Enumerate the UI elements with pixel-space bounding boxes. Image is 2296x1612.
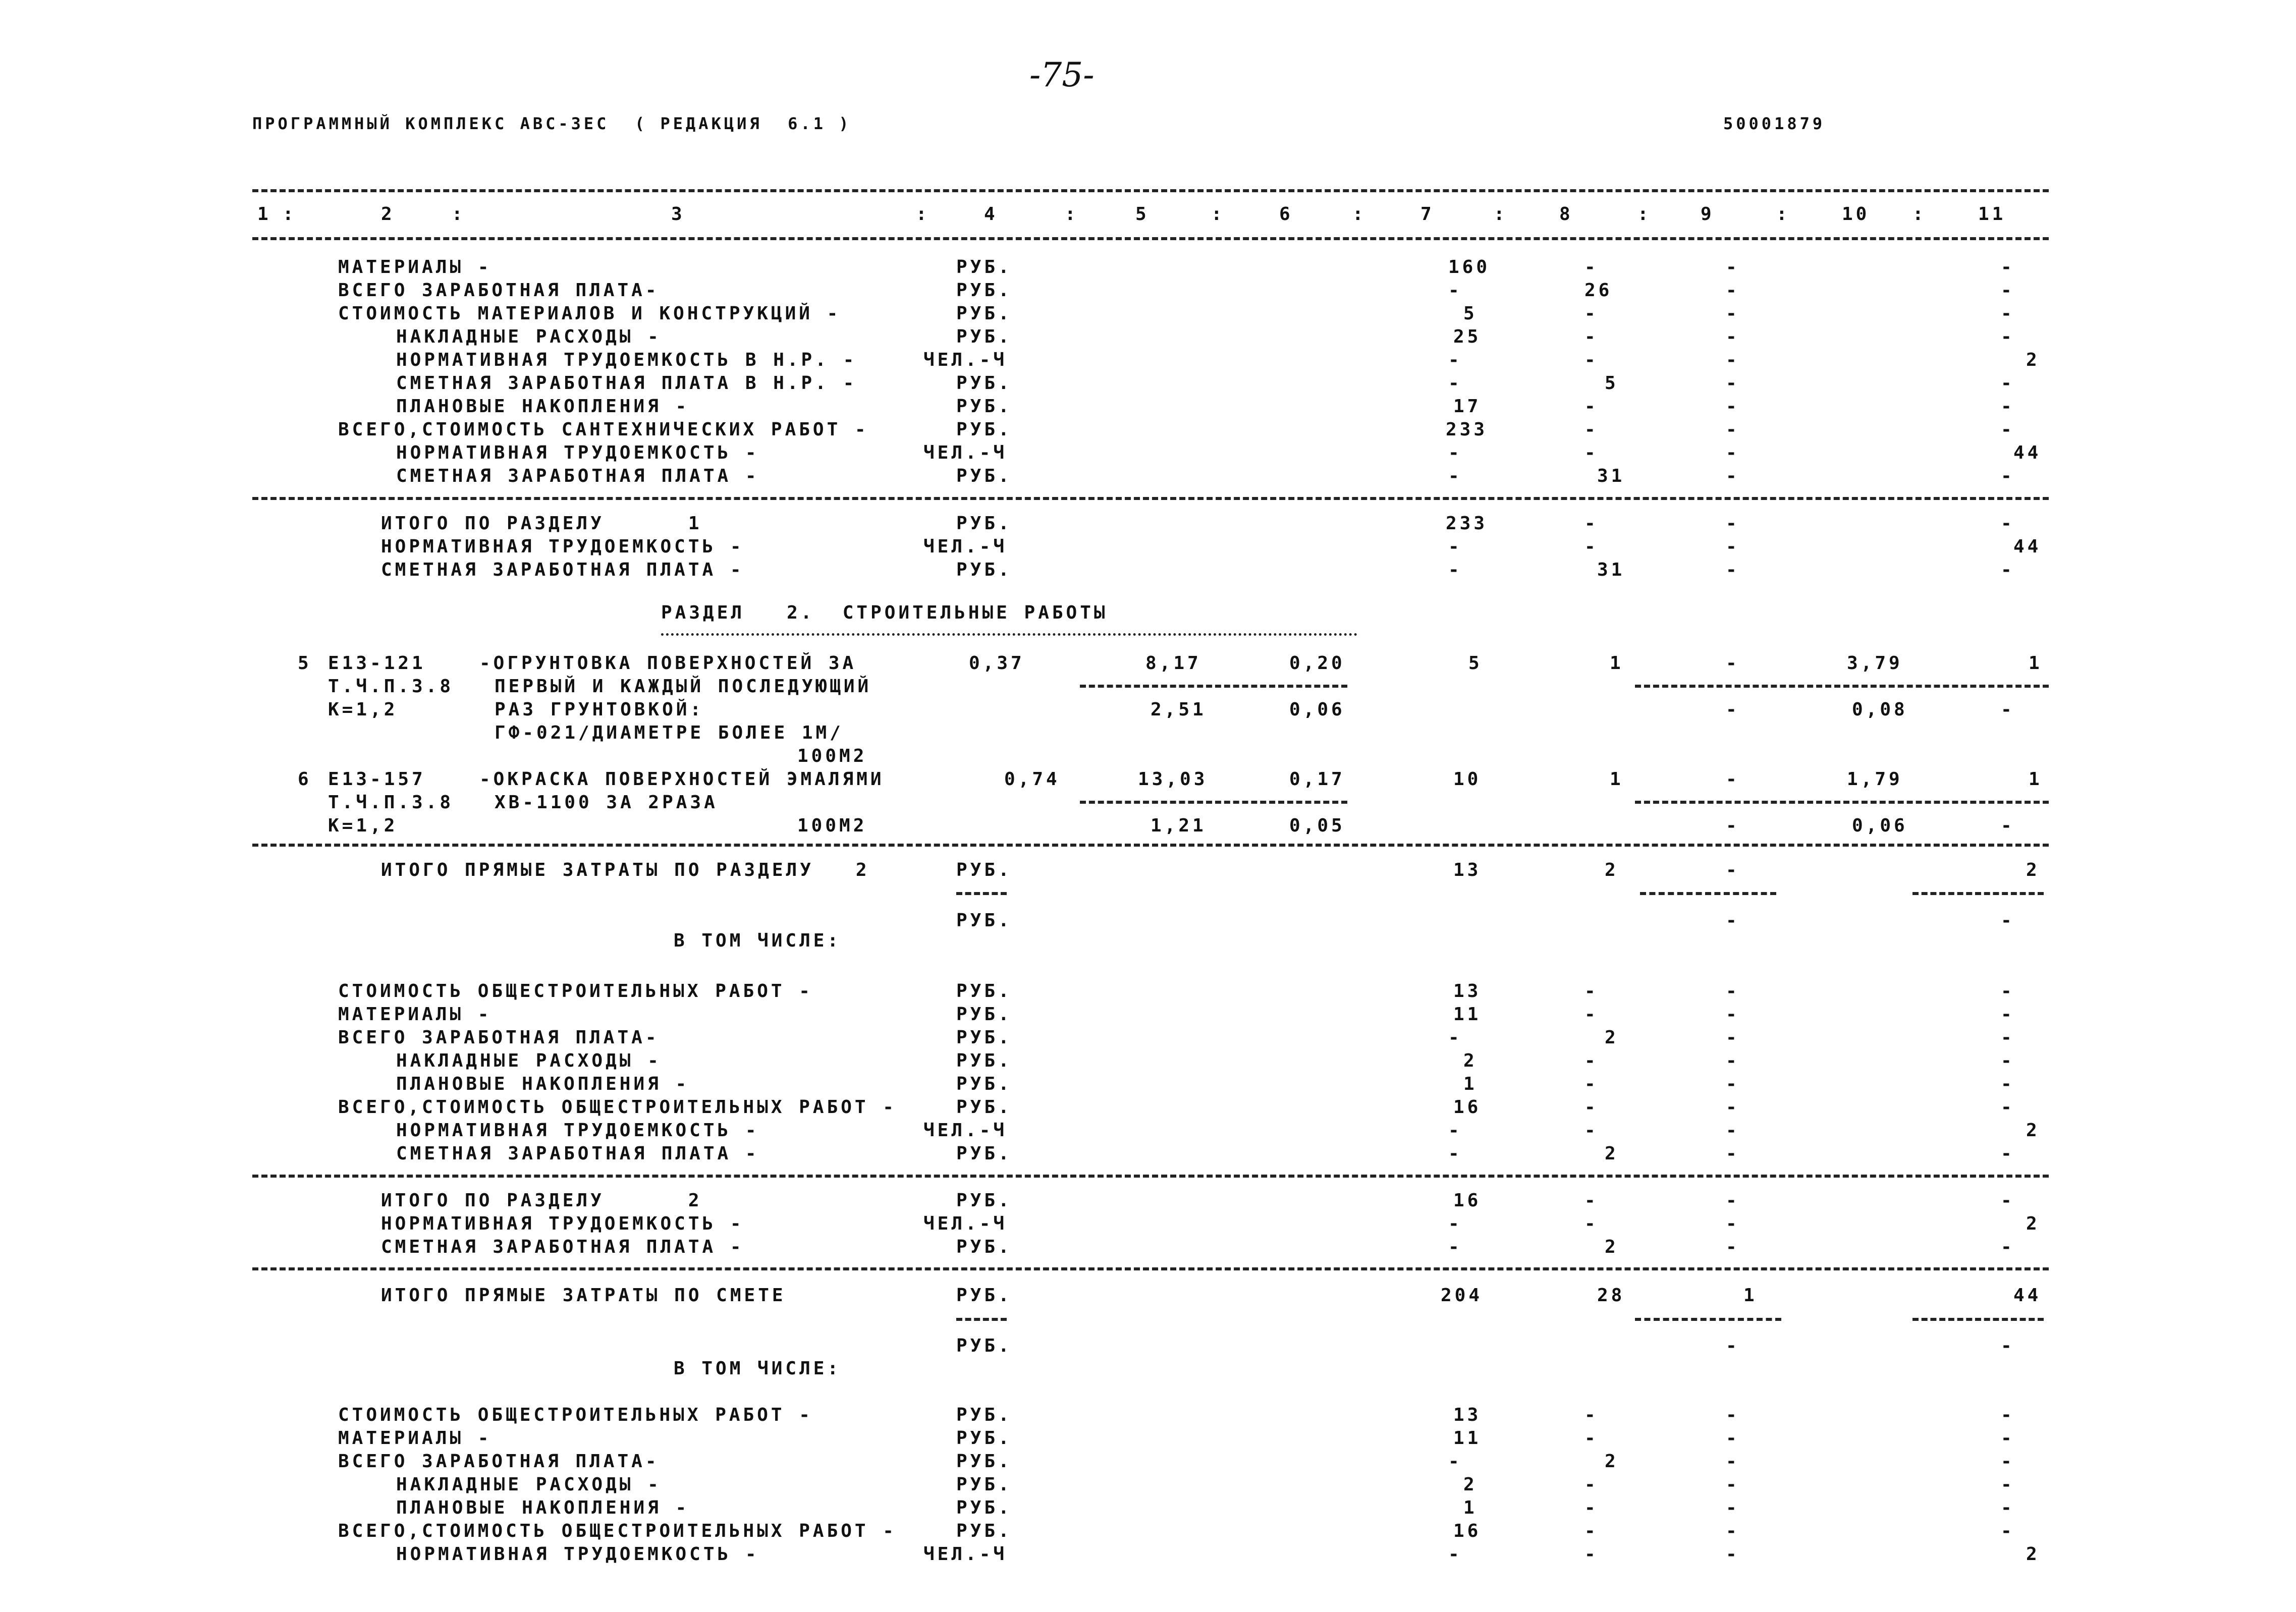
item-c7: 10: [1453, 769, 1482, 790]
including-label: В ТОМ ЧИСЛЕ:: [674, 1358, 842, 1379]
row-c7: -: [1448, 1213, 1462, 1234]
row-c8: -: [1584, 1521, 1599, 1541]
row-c8: -: [1584, 536, 1599, 557]
row-c11: -: [2001, 1050, 2015, 1071]
row-name: НОРМАТИВНАЯ ТРУДОЕМКОСТЬ -: [381, 1213, 744, 1234]
col-10: 10: [1842, 204, 1870, 225]
row-c7: 233: [1446, 419, 1488, 440]
row-name: НАКЛАДНЫЕ РАСХОДЫ -: [396, 1050, 662, 1071]
item-c9b: -: [1726, 815, 1740, 836]
row-c7: 5: [1463, 303, 1478, 324]
row-unit: РУБ.: [956, 981, 1012, 1002]
item-desc: 100М2: [797, 746, 867, 766]
rule-segment: [1080, 685, 1347, 688]
item-c6b: 0,05: [1289, 815, 1345, 836]
row-name: НОРМАТИВНАЯ ТРУДОЕМКОСТЬ -: [381, 536, 744, 557]
rule-segment: [1635, 801, 2049, 804]
row-c8: -: [1584, 1497, 1599, 1518]
col-7: 7: [1420, 204, 1435, 225]
row-c9: -: [1726, 910, 1740, 931]
row-c9: -: [1726, 373, 1740, 394]
row-c7: -: [1448, 373, 1462, 394]
row-name: НОРМАТИВНАЯ ТРУДОЕМКОСТЬ В Н.Р. -: [396, 350, 857, 370]
row-c8: -: [1584, 396, 1599, 417]
col-sep: :: [916, 204, 930, 225]
row-c11: 2: [2026, 860, 2040, 880]
row-c8: -: [1584, 419, 1599, 440]
row-c11: -: [2001, 981, 2015, 1002]
col-1: 1: [257, 204, 271, 225]
row-c7: -: [1448, 1451, 1462, 1472]
item-c6a: 0,17: [1289, 769, 1345, 790]
item-code: Е13-157: [328, 769, 426, 790]
row-c7: -: [1448, 442, 1462, 463]
rule: [252, 1175, 2049, 1178]
row-c9: -: [1726, 1497, 1740, 1518]
row-c8: -: [1584, 1120, 1599, 1141]
row-c7: -: [1448, 1237, 1462, 1257]
row-c11: -: [2001, 1451, 2015, 1472]
row-unit: РУБ.: [956, 513, 1012, 534]
item-c10a: 1,79: [1847, 769, 1903, 790]
row-unit: РУБ.: [956, 1428, 1012, 1449]
row-c8: -: [1584, 1004, 1599, 1025]
row-name: ПЛАНОВЫЕ НАКОПЛЕНИЯ -: [396, 1074, 690, 1094]
row-c8: -: [1584, 1190, 1599, 1211]
row-c11: 2: [2026, 1120, 2040, 1141]
col-sep: :: [283, 204, 297, 225]
row-name: НАКЛАДНЫЕ РАСХОДЫ -: [396, 1474, 662, 1495]
row-c8: 26: [1584, 280, 1613, 301]
row-c11: -: [2001, 1004, 2015, 1025]
row-name: ИТОГО ПО РАЗДЕЛУ 2: [381, 1190, 702, 1211]
row-unit: РУБ.: [956, 257, 1012, 277]
item-number: 5: [298, 653, 312, 674]
row-c8: -: [1584, 1050, 1599, 1071]
row-name: НОРМАТИВНАЯ ТРУДОЕМКОСТЬ -: [396, 1120, 759, 1141]
row-unit: РУБ.: [956, 910, 1012, 931]
row-c11: -: [2001, 1190, 2015, 1211]
row-unit: ЧЕЛ.-Ч: [923, 1213, 1008, 1234]
item-c6b: 0,06: [1289, 699, 1345, 720]
row-unit: РУБ.: [956, 560, 1012, 580]
item-c11a: 1: [2029, 653, 2043, 674]
col-sep: :: [452, 204, 466, 225]
row-c7: -: [1448, 1544, 1462, 1565]
col-sep: :: [1065, 204, 1079, 225]
row-c7: -: [1448, 1027, 1462, 1048]
item-code: Т.Ч.П.3.8: [328, 676, 454, 697]
row-c7: 204: [1441, 1285, 1483, 1306]
row-c9: -: [1726, 257, 1740, 277]
rule-segment: [1080, 801, 1347, 804]
row-c8: -: [1584, 981, 1599, 1002]
row-c9: -: [1726, 1050, 1740, 1071]
row-c8: -: [1584, 1097, 1599, 1118]
row-unit: РУБ.: [956, 1521, 1012, 1541]
row-c11: -: [2001, 396, 2015, 417]
row-c7: 13: [1453, 860, 1482, 880]
row-c8: 2: [1605, 1237, 1619, 1257]
rule-segment: [956, 1318, 1007, 1321]
row-name: СМЕТНАЯ ЗАРАБОТНАЯ ПЛАТА В Н.Р. -: [396, 373, 857, 394]
item-c10a: 3,79: [1847, 653, 1903, 674]
col-6: 6: [1279, 204, 1293, 225]
row-unit: РУБ.: [956, 280, 1012, 301]
row-c11: 44: [2013, 1285, 2042, 1306]
row-c11: -: [2001, 1027, 2015, 1048]
item-c10b: 0,08: [1852, 699, 1908, 720]
row-c7: -: [1448, 466, 1462, 486]
row-c9: -: [1726, 1521, 1740, 1541]
row-c8: -: [1584, 442, 1599, 463]
row-c11: -: [2001, 326, 2015, 347]
row-c9: -: [1726, 1474, 1740, 1495]
row-c8: -: [1584, 1544, 1599, 1565]
row-c7: 11: [1453, 1428, 1482, 1449]
row-c8: -: [1584, 257, 1599, 277]
header-left: ПРОГРАММНЫЙ КОМПЛЕКС АВС-ЗЕС ( РЕДАКЦИЯ 6.1 ): [252, 114, 852, 133]
row-name: МАТЕРИАЛЫ -: [338, 1004, 492, 1025]
row-c9: -: [1726, 1428, 1740, 1449]
row-c7: -: [1448, 536, 1462, 557]
row-name: ПЛАНОВЫЕ НАКОПЛЕНИЯ -: [396, 1497, 690, 1518]
col-sep: :: [1352, 204, 1366, 225]
row-unit: РУБ.: [956, 303, 1012, 324]
section-2-title: РАЗДЕЛ 2. СТРОИТЕЛЬНЫЕ РАБОТЫ: [661, 602, 1108, 623]
row-c9: -: [1726, 326, 1740, 347]
row-c9: -: [1726, 1190, 1740, 1211]
row-name: ИТОГО ПРЯМЫЕ ЗАТРАТЫ ПО РАЗДЕЛУ 2: [381, 860, 870, 880]
item-c9a: -: [1726, 769, 1740, 790]
row-c7: -: [1448, 1120, 1462, 1141]
row-name: ВСЕГО ЗАРАБОТНАЯ ПЛАТА-: [338, 1027, 660, 1048]
rule-top: [252, 189, 2049, 192]
row-c7: 13: [1453, 981, 1482, 1002]
row-name: ВСЕГО,СТОИМОСТЬ ОБЩЕСТРОИТЕЛЬНЫХ РАБОТ -: [338, 1097, 897, 1118]
row-c11: -: [2001, 419, 2015, 440]
row-c7: 13: [1453, 1405, 1482, 1425]
row-unit: РУБ.: [956, 1336, 1012, 1356]
item-c4: 0,37: [969, 653, 1025, 674]
item-code: К=1,2: [328, 699, 398, 720]
row-c8: -: [1584, 1405, 1599, 1425]
col-4: 4: [984, 204, 998, 225]
col-3: 3: [671, 204, 685, 225]
row-name: ПЛАНОВЫЕ НАКОПЛЕНИЯ -: [396, 396, 690, 417]
row-name: ВСЕГО,СТОИМОСТЬ ОБЩЕСТРОИТЕЛЬНЫХ РАБОТ -: [338, 1521, 897, 1541]
item-desc: 100М2: [797, 815, 867, 836]
rule-segment: [1640, 892, 1776, 895]
rule-segment: [1912, 892, 2044, 895]
row-name: НОРМАТИВНАЯ ТРУДОЕМКОСТЬ -: [396, 442, 759, 463]
row-c9: -: [1726, 1097, 1740, 1118]
row-unit: ЧЕЛ.-Ч: [923, 536, 1008, 557]
row-c11: -: [2001, 1237, 2015, 1257]
row-name: ВСЕГО ЗАРАБОТНАЯ ПЛАТА-: [338, 1451, 660, 1472]
row-c11: -: [2001, 373, 2015, 394]
row-c9: -: [1726, 513, 1740, 534]
row-c8: -: [1584, 326, 1599, 347]
row-c8: 28: [1597, 1285, 1625, 1306]
row-c9: -: [1726, 419, 1740, 440]
row-name: МАТЕРИАЛЫ -: [338, 257, 492, 277]
row-c9: -: [1726, 1120, 1740, 1141]
row-unit: РУБ.: [956, 1190, 1012, 1211]
row-c11: -: [2001, 257, 2015, 277]
row-unit: РУБ.: [956, 1004, 1012, 1025]
row-c9: -: [1726, 560, 1740, 580]
row-name: СМЕТНАЯ ЗАРАБОТНАЯ ПЛАТА -: [396, 1143, 759, 1164]
row-c11: 44: [2013, 442, 2042, 463]
row-c9: -: [1726, 1004, 1740, 1025]
row-c7: 2: [1463, 1474, 1478, 1495]
row-c7: 1: [1463, 1497, 1478, 1518]
item-c8: 1: [1610, 769, 1624, 790]
row-c8: 2: [1605, 1143, 1619, 1164]
row-name: НОРМАТИВНАЯ ТРУДОЕМКОСТЬ -: [396, 1544, 759, 1565]
section-underline: [661, 633, 1357, 636]
row-name: ИТОГО ПО РАЗДЕЛУ 1: [381, 513, 702, 534]
row-unit: РУБ.: [956, 326, 1012, 347]
item-c7: 5: [1468, 653, 1483, 674]
row-c11: -: [2001, 560, 2015, 580]
rule: [252, 844, 2049, 847]
row-c11: -: [2001, 1336, 2015, 1356]
row-c11: -: [2001, 1521, 2015, 1541]
row-unit: РУБ.: [956, 373, 1012, 394]
row-c11: -: [2001, 1097, 2015, 1118]
item-c8: 1: [1610, 653, 1624, 674]
row-unit: РУБ.: [956, 1097, 1012, 1118]
row-name: СТОИМОСТЬ ОБЩЕСТРОИТЕЛЬНЫХ РАБОТ -: [338, 1405, 813, 1425]
item-c9a: -: [1726, 653, 1740, 674]
rule: [252, 1267, 2049, 1270]
row-unit: РУБ.: [956, 419, 1012, 440]
row-unit: РУБ.: [956, 1143, 1012, 1164]
page-number: -75-: [1029, 55, 1095, 94]
row-c7: 16: [1453, 1521, 1482, 1541]
col-sep: :: [1211, 204, 1225, 225]
row-c11: 2: [2026, 1544, 2040, 1565]
item-desc: РАЗ ГРУНТОВКОЙ:: [495, 699, 704, 720]
row-c9: -: [1726, 1451, 1740, 1472]
row-c8: 2: [1605, 860, 1619, 880]
row-unit: ЧЕЛ.-Ч: [923, 1544, 1008, 1565]
row-c7: -: [1448, 280, 1462, 301]
row-c8: -: [1584, 350, 1599, 370]
row-unit: РУБ.: [956, 1405, 1012, 1425]
item-c11b: -: [2001, 699, 2015, 720]
row-name: СМЕТНАЯ ЗАРАБОТНАЯ ПЛАТА -: [396, 466, 759, 486]
row-c7: 2: [1463, 1050, 1478, 1071]
row-name: НАКЛАДНЫЕ РАСХОДЫ -: [396, 326, 662, 347]
row-c11: -: [2001, 1405, 2015, 1425]
row-c11: 2: [2026, 350, 2040, 370]
item-c11a: 1: [2029, 769, 2043, 790]
row-c7: 16: [1453, 1190, 1482, 1211]
row-c8: -: [1584, 1428, 1599, 1449]
item-desc: ПЕРВЫЙ И КАЖДЫЙ ПОСЛЕДУЮЩИЙ: [495, 676, 872, 697]
row-c7: 11: [1453, 1004, 1482, 1025]
row-c7: -: [1448, 1143, 1462, 1164]
row-unit: РУБ.: [956, 1050, 1012, 1071]
row-c8: -: [1584, 513, 1599, 534]
item-code: Т.Ч.П.3.8: [328, 792, 454, 813]
row-c8: 5: [1605, 373, 1619, 394]
row-unit: ЧЕЛ.-Ч: [923, 442, 1008, 463]
row-c11: -: [2001, 466, 2015, 486]
row-unit: РУБ.: [956, 1474, 1012, 1495]
row-c8: -: [1584, 303, 1599, 324]
col-sep: :: [1494, 204, 1508, 225]
row-unit: РУБ.: [956, 466, 1012, 486]
row-c9: -: [1726, 280, 1740, 301]
row-c9: -: [1726, 536, 1740, 557]
row-unit: ЧЕЛ.-Ч: [923, 1120, 1008, 1141]
item-c5b: 2,51: [1151, 699, 1207, 720]
row-name: ИТОГО ПРЯМЫЕ ЗАТРАТЫ ПО СМЕТЕ: [381, 1285, 786, 1306]
row-c8: 2: [1605, 1027, 1619, 1048]
row-unit: РУБ.: [956, 1074, 1012, 1094]
item-desc: ХВ-1100 ЗА 2РАЗА: [495, 792, 718, 813]
row-c9: -: [1726, 1143, 1740, 1164]
row-c9: -: [1726, 350, 1740, 370]
row-name: СТОИМОСТЬ МАТЕРИАЛОВ И КОНСТРУКЦИЙ -: [338, 303, 841, 324]
row-c9: -: [1726, 1027, 1740, 1048]
row-c8: -: [1584, 1474, 1599, 1495]
row-c11: 44: [2013, 536, 2042, 557]
row-c9: -: [1726, 466, 1740, 486]
row-c7: 25: [1453, 326, 1482, 347]
row-name: СТОИМОСТЬ ОБЩЕСТРОИТЕЛЬНЫХ РАБОТ -: [338, 981, 813, 1002]
including-label: В ТОМ ЧИСЛЕ:: [674, 930, 842, 951]
row-c8: 2: [1605, 1451, 1619, 1472]
row-c8: 31: [1597, 560, 1625, 580]
header-right: 50001879: [1723, 114, 1826, 133]
row-c11: -: [2001, 513, 2015, 534]
row-c9: -: [1726, 981, 1740, 1002]
row-c8: -: [1584, 1074, 1599, 1094]
item-code: Е13-121: [328, 653, 426, 674]
rule-segment: [956, 892, 1007, 895]
rule: [252, 497, 2049, 500]
item-desc: -ОКРАСКА ПОВЕРХНОСТЕЙ ЭМАЛЯМИ: [479, 769, 885, 790]
col-8: 8: [1559, 204, 1573, 225]
row-c11: -: [2001, 1143, 2015, 1164]
row-c9: -: [1726, 860, 1740, 880]
row-unit: РУБ.: [956, 1027, 1012, 1048]
item-code: К=1,2: [328, 815, 398, 836]
col-sep: :: [1776, 204, 1790, 225]
row-name: СМЕТНАЯ ЗАРАБОТНАЯ ПЛАТА -: [381, 560, 744, 580]
row-name: ВСЕГО,СТОИМОСТЬ САНТЕХНИЧЕСКИХ РАБОТ -: [338, 419, 869, 440]
row-c7: 160: [1448, 257, 1491, 277]
item-c5a: 8,17: [1145, 653, 1201, 674]
item-c9b: -: [1726, 699, 1740, 720]
row-c7: -: [1448, 350, 1462, 370]
row-unit: РУБ.: [956, 396, 1012, 417]
item-desc: -ОГРУНТОВКА ПОВЕРХНОСТЕЙ ЗА: [479, 653, 857, 674]
item-desc: ГФ-021/ДИАМЕТРЕ БОЛЕЕ 1М/: [495, 722, 844, 743]
item-number: 6: [298, 769, 312, 790]
row-unit: РУБ.: [956, 860, 1012, 880]
row-c7: 16: [1453, 1097, 1482, 1118]
col-5: 5: [1135, 204, 1150, 225]
row-unit: РУБ.: [956, 1497, 1012, 1518]
row-unit: ЧЕЛ.-Ч: [923, 350, 1008, 370]
row-unit: РУБ.: [956, 1237, 1012, 1257]
col-9: 9: [1701, 204, 1715, 225]
item-c5a: 13,03: [1138, 769, 1208, 790]
rule-segment: [1635, 685, 2049, 688]
row-c9: -: [1726, 442, 1740, 463]
row-c9: -: [1726, 1237, 1740, 1257]
row-c8: -: [1584, 1213, 1599, 1234]
col-11: 11: [1978, 204, 2006, 225]
item-c5b: 1,21: [1151, 815, 1207, 836]
row-c11: -: [2001, 1428, 2015, 1449]
rule-segment: [1912, 1318, 2044, 1321]
row-name: СМЕТНАЯ ЗАРАБОТНАЯ ПЛАТА -: [381, 1237, 744, 1257]
row-unit: РУБ.: [956, 1451, 1012, 1472]
row-c11: 2: [2026, 1213, 2040, 1234]
row-c7: 17: [1453, 396, 1482, 417]
col-sep: :: [1637, 204, 1652, 225]
col-2: 2: [381, 204, 395, 225]
row-name: МАТЕРИАЛЫ -: [338, 1428, 492, 1449]
row-c9: -: [1726, 396, 1740, 417]
row-c9: -: [1726, 1544, 1740, 1565]
row-c11: -: [2001, 280, 2015, 301]
item-c11b: -: [2001, 815, 2015, 836]
col-sep: :: [1912, 204, 1927, 225]
row-name: ВСЕГО ЗАРАБОТНАЯ ПЛАТА-: [338, 280, 660, 301]
row-c9: -: [1726, 303, 1740, 324]
row-c7: 233: [1446, 513, 1488, 534]
item-c6a: 0,20: [1289, 653, 1345, 674]
item-c4: 0,74: [1004, 769, 1060, 790]
row-c11: -: [2001, 1074, 2015, 1094]
row-c11: -: [2001, 303, 2015, 324]
row-c7: -: [1448, 560, 1462, 580]
row-unit: РУБ.: [956, 1285, 1012, 1306]
row-c9: 1: [1743, 1285, 1758, 1306]
item-c10b: 0,06: [1852, 815, 1908, 836]
row-c11: -: [2001, 910, 2015, 931]
row-c11: -: [2001, 1497, 2015, 1518]
rule-header-bottom: [252, 237, 2049, 240]
row-c11: -: [2001, 1474, 2015, 1495]
row-c9: -: [1726, 1405, 1740, 1425]
row-c9: -: [1726, 1213, 1740, 1234]
rule-segment: [1635, 1318, 1781, 1321]
row-c9: -: [1726, 1074, 1740, 1094]
row-c8: 31: [1597, 466, 1625, 486]
row-c7: 1: [1463, 1074, 1478, 1094]
row-c9: -: [1726, 1336, 1740, 1356]
